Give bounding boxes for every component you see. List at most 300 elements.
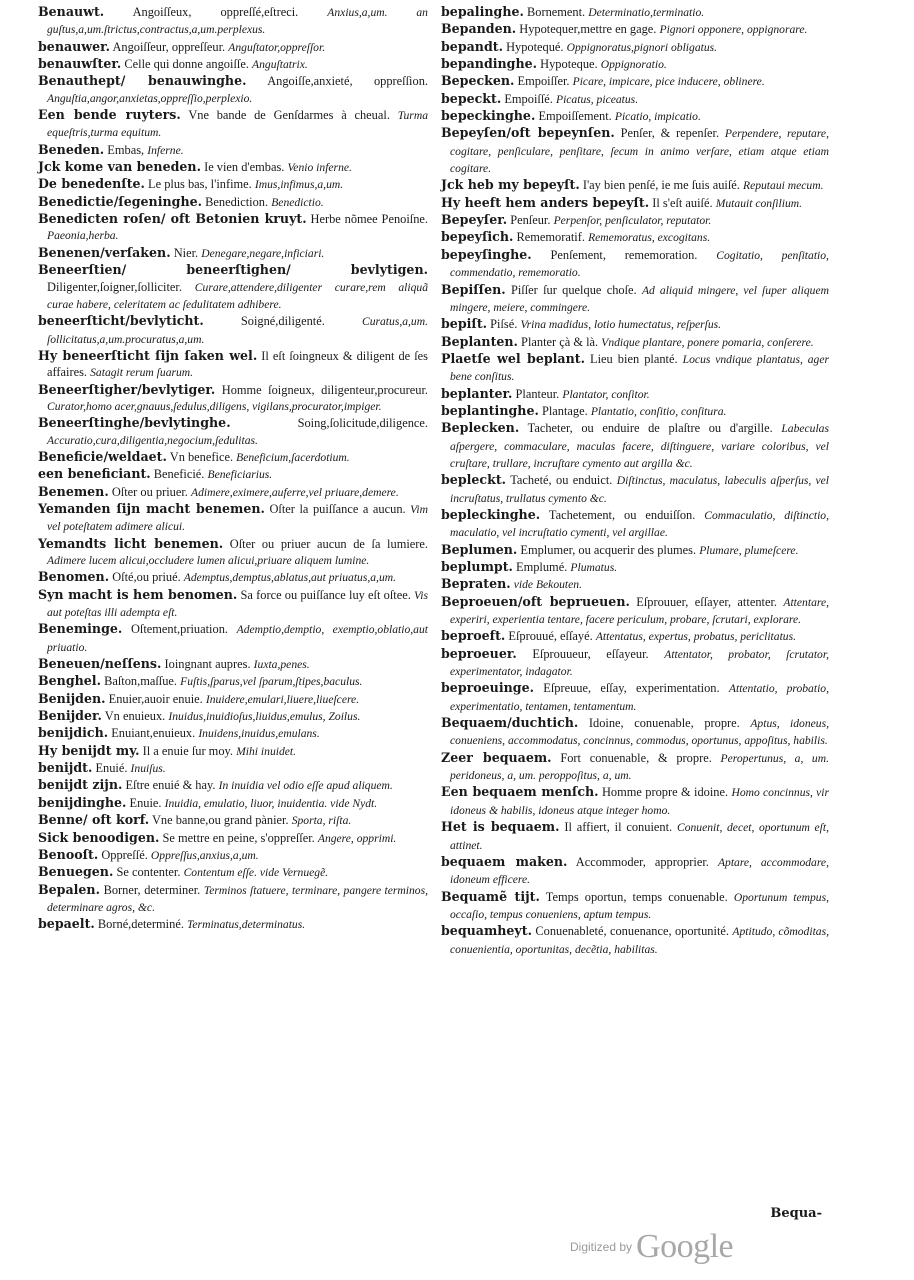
dictionary-entry [38, 73, 428, 107]
headword: bequaem maken. [441, 853, 568, 869]
headword: Een bequaem menſch. [441, 784, 599, 800]
french-gloss: Oſter la puiſſance a aucun. [269, 501, 406, 516]
dictionary-entry [441, 819, 829, 854]
headword: Bequaem/duchtich. [441, 715, 579, 731]
dictionary-entry [38, 194, 428, 211]
french-gloss: Tacheté, ou enduict. [510, 473, 613, 488]
french-gloss: Le plus bas, l'infime. [148, 177, 252, 192]
dictionary-entry [441, 91, 829, 108]
latin-gloss: Cogitatio, penſitatio, commendatio, rememoratio. [450, 248, 829, 280]
headword: Hy heeft hem anders bepeyſt. [441, 194, 650, 210]
dictionary-entry [441, 247, 829, 282]
dictionary-entry [441, 108, 829, 125]
latin-gloss: Anxius,a,um. an guſtus,a,um.ſtrictus,contractus,a,um.perplexus. [47, 6, 428, 37]
headword: benijdt. [38, 760, 93, 776]
latin-gloss: Inferne. [147, 143, 184, 157]
french-gloss: Homme propre & idoine. [601, 785, 729, 800]
french-gloss: Tacheter, ou enduire de plaſtre ou d'argille. [527, 421, 773, 436]
latin-gloss: Peropertunus, a, um. peridoneus, a, um. peroppoſitus, a, um. [450, 751, 829, 783]
dictionary-entry [441, 576, 829, 593]
dictionary-entry [441, 282, 829, 317]
french-gloss: Piſsé. [490, 317, 518, 332]
dictionary-entry [441, 646, 829, 681]
headword: bepiſt. [441, 316, 488, 332]
latin-gloss: Ademptio,demptio, exemptio,oblatio,aut priuatio. [47, 623, 428, 654]
latin-gloss: Imus,infimus,a,um. [254, 178, 344, 192]
french-gloss: Eſprouué, eſſayé. [508, 629, 593, 644]
latin-gloss: Attentator, probator, ſcrutator, experimentator, indagator. [450, 647, 829, 679]
dictionary-entry [38, 313, 428, 348]
dictionary-entry [441, 351, 829, 386]
headword: Bepecken. [441, 73, 515, 89]
headword: bequamheyt. [441, 923, 532, 939]
latin-gloss: Iuxta,penes. [253, 658, 310, 672]
dictionary-entry [441, 403, 829, 420]
french-gloss: Emplumer, ou acquerir des plumes. [520, 542, 697, 557]
headword: Het is bequaem. [441, 819, 560, 835]
latin-gloss: Ademptus,demptus,ablatus,aut priuatus,a,um. [183, 571, 397, 585]
dictionary-entry [38, 743, 428, 760]
french-gloss: Idoine, conuenable, propre. [588, 716, 740, 731]
headword: Benedictie/ſegeninghe. [38, 193, 203, 209]
dictionary-entry [38, 621, 428, 656]
french-gloss: Planter çà & là. [521, 334, 599, 349]
latin-gloss: Vis aut poteſtas illi adempta eſt. [47, 588, 429, 620]
headword: bepalinghe. [441, 4, 524, 19]
headword: Sick benoodigen. [38, 829, 160, 845]
french-gloss: Soing,ſolicitude,diligence. [297, 416, 428, 431]
latin-gloss: Conuenit, decet, oportunum eſt, attinet. [450, 821, 829, 852]
headword: Jck kome van beneden. [38, 159, 201, 175]
french-gloss: Hypotequer,mettre en gage. [519, 22, 657, 37]
dictionary-entry [38, 691, 428, 708]
french-gloss: Enuier,auoir enuie. [108, 691, 203, 706]
dictionary-entry [38, 484, 428, 501]
french-gloss: Il a enuie ſur moy. [142, 743, 234, 758]
french-gloss: Ioingnant aupres. [164, 657, 251, 672]
french-gloss: Eſprouuer, eſſayer, attenter. [636, 594, 777, 609]
headword: Bequamẽ tijt. [441, 888, 540, 904]
headword: Yemandts licht benemen. [38, 535, 224, 551]
headword: een beneficiant. [38, 466, 151, 482]
dictionary-entry [441, 784, 829, 819]
dictionary-entry [441, 229, 829, 246]
headword: Beplecken. [441, 420, 520, 436]
latin-gloss: Benedictio. [271, 195, 324, 209]
french-gloss: Se contenter. [116, 865, 181, 880]
dictionary-entry [38, 656, 428, 673]
headword: Benauwt. [38, 4, 105, 19]
dictionary-entry [38, 466, 428, 483]
headword: bepeyſinghe. [441, 246, 532, 262]
french-gloss: Planteur. [515, 386, 560, 401]
headword: bepandt. [441, 38, 503, 54]
latin-gloss: Oppignoratio. [600, 58, 667, 72]
latin-gloss: Beneficium,ſacerdotium. [236, 450, 350, 464]
latin-gloss: Contentum eſſe. vide Vernuegẽ. [183, 866, 329, 880]
headword: Beproeuen/oft beprueuen. [441, 593, 630, 609]
dictionary-entry [441, 125, 829, 177]
headword: Beneficie/weldaet. [38, 448, 167, 464]
latin-gloss: Mihi inuidet. [236, 744, 297, 758]
dictionary-entry [38, 382, 428, 416]
headword: Benghel. [38, 673, 101, 689]
headword: Beplumen. [441, 541, 518, 557]
dictionary-entry [441, 750, 829, 785]
dictionary-entry [38, 449, 428, 466]
latin-gloss: Plumatus. [570, 561, 618, 574]
headword: Hy beneerſticht ſijn ſaken wel. [38, 347, 258, 363]
latin-gloss: In inuidia vel odio eſſe apud aliquem. [218, 779, 393, 793]
latin-gloss: Inuidere,emulari,liuere,liueſcere. [205, 692, 360, 706]
french-gloss: Oppreſſé. [101, 847, 148, 862]
dictionary-entry [441, 472, 829, 507]
latin-gloss: Picatus, piceatus. [555, 92, 639, 106]
french-gloss: I'ay bien penſé, ie me ſuis auiſé. [582, 178, 740, 193]
dictionary-entry [441, 854, 829, 889]
latin-gloss: Anguſtia,angor,anxietas,oppreſſio,perplexio. [47, 91, 253, 105]
dictionary-entry [38, 830, 428, 847]
latin-gloss: Picatio, impicatio. [614, 110, 701, 124]
headword: bepeckt. [441, 90, 502, 106]
dictionary-entry [441, 542, 829, 559]
dictionary-entry [38, 812, 428, 829]
headword: Bepeyſen/oft bepeynſen. [441, 125, 615, 141]
french-gloss: Enuié. [95, 761, 128, 776]
french-gloss: Rememoratif. [516, 230, 585, 245]
dictionary-entry [38, 262, 428, 313]
french-gloss: Vne banne,ou grand pànier. [151, 813, 289, 828]
dictionary-entry [441, 334, 829, 351]
dictionary-entry [38, 159, 428, 176]
headword: Yemanden ſijn macht benemen. [38, 500, 265, 516]
latin-gloss: Aptus, idoneus, conueniens, accommodatus, concinnus, commodus, oportunus, appoſitus, habilis. [450, 717, 829, 748]
latin-gloss: Attentatus, expertus, probatus, periclitatus. [595, 630, 797, 644]
headword: Beplanten. [441, 333, 518, 349]
dictionary-entry [441, 889, 829, 924]
latin-gloss: Oppignoratus,pignori obligatus. [566, 40, 718, 54]
latin-gloss: Paeonia,herba. [47, 229, 119, 243]
dictionary-entry [38, 536, 428, 570]
french-gloss: Penſeur. [510, 213, 551, 228]
french-gloss: Enuie. [129, 795, 162, 810]
dictionary-entry [38, 245, 428, 262]
headword: De benedenſte. [38, 176, 145, 192]
french-gloss: Diligenter,ſoigner,ſolliciter. [47, 279, 182, 294]
latin-gloss: Picare, impicare, pice inducere, oblinere. [572, 75, 765, 89]
latin-gloss: Curatus,a,um. ſollicitatus,a,um.procuratus,a,um. [47, 315, 428, 346]
latin-gloss: Vim vel poteſtatem adimere alicui. [47, 502, 428, 534]
headword: Benuegen. [38, 864, 114, 880]
latin-gloss: Turma equeſtris,turma equitum. [47, 109, 428, 140]
french-gloss: Borner, determiner. [103, 882, 201, 897]
french-gloss: Bornement. [526, 5, 586, 19]
french-gloss: Oſté,ou priué. [112, 570, 181, 585]
dictionary-entry [38, 348, 428, 382]
latin-gloss: Fuſtis,ſparus,vel ſparum,ſtipes,baculus. [180, 675, 363, 689]
latin-gloss: Inuiſus. [130, 762, 166, 776]
digitized-watermark [570, 1228, 733, 1266]
headword: Beneerſtigher/bevlytiger. [38, 381, 216, 397]
latin-gloss: Perpendere, reputare, cogitare, penſiculare, penſitare, ſecum in animo verſare, etiam atque etiam cogitare. [450, 127, 829, 176]
french-gloss: Angoiſſeur, oppreſſeur. [112, 39, 226, 54]
headword: Zeer bequaem. [441, 749, 552, 765]
headword: Bepanden. [441, 21, 517, 37]
french-gloss: Eſprouueur, eſſayeur. [532, 646, 649, 661]
latin-gloss: Sporta, riſta. [291, 814, 352, 828]
dictionary-entry [441, 39, 829, 56]
headword: Benijden. [38, 690, 106, 706]
french-gloss: Accommoder, approprier. [575, 854, 709, 869]
headword: Beneuen/neſſens. [38, 656, 162, 672]
dictionary-entry [38, 211, 428, 245]
dictionary-entry [38, 760, 428, 777]
latin-gloss: Denegare,negare,inficiari. [201, 246, 325, 260]
headword: benijdt zijn. [38, 777, 123, 793]
headword: beproeuer. [441, 645, 517, 661]
headword: Benedicten roſen/ oft Betonien kruyt. [38, 211, 307, 227]
digitized-by-text: Digitized by [570, 1240, 633, 1254]
headword: benijdich. [38, 725, 109, 741]
french-gloss: Baſton,maſſue. [104, 674, 178, 689]
latin-gloss: Aptare, accommodare, idoneum efficere. [450, 855, 829, 887]
dictionary-entry [441, 4, 829, 21]
dictionary-entry [441, 715, 829, 750]
french-gloss: Empoiſſement. [538, 109, 612, 124]
headword: beplanter. [441, 385, 513, 401]
right-column [441, 4, 829, 958]
headword: Een bende ruyters. [38, 107, 181, 123]
dictionary-entry [441, 594, 829, 629]
headword: Beneden. [38, 141, 105, 157]
french-gloss: Temps oportun, temps conuenable. [545, 889, 728, 904]
dictionary-entry [38, 501, 428, 536]
headword: Syn macht is hem benomen. [38, 586, 238, 602]
french-gloss: Celle qui donne angoiſſe. [124, 57, 249, 72]
french-gloss: Angoiſſe,anxieté, oppreſſion. [267, 74, 428, 89]
headword: Bepiſſen. [441, 281, 506, 297]
headword: Bepalen. [38, 881, 100, 897]
dictionary-entry [38, 673, 428, 690]
dictionary-entry [441, 559, 829, 576]
headword: Benooſt. [38, 846, 99, 862]
french-gloss: Sa force ou puiſſance luy eſt oſtee. [240, 587, 411, 602]
dictionary-entry [441, 420, 829, 472]
french-gloss: Homme ſoigneux, diligenteur,procureur. [221, 382, 428, 397]
dictionary-entry [38, 4, 428, 39]
headword: beplantinghe. [441, 402, 539, 418]
latin-gloss: Commaculatio, diſtinctio, maculatio, vel incruſtatio cymenti, vel argillae. [450, 508, 829, 540]
french-gloss: Se mettre en peine, s'oppreſſer. [162, 830, 315, 845]
latin-gloss: Terminos ſtatuere, terminare, pangere terminos, determinare agros, &c. [47, 883, 429, 914]
latin-gloss: Plumare, plumeſcere. [699, 543, 799, 557]
french-gloss: Vn enuieux. [104, 709, 166, 724]
latin-gloss: Plantatio, conſitio, conſitura. [590, 404, 727, 418]
headword: Beneerſtien/ beneerſtighen/ bevlytigen. [38, 262, 428, 278]
dictionary-entry [441, 212, 829, 229]
french-gloss: Ie vien d'embas. [204, 160, 285, 175]
french-gloss: Piſſer ſur quelque choſe. [510, 282, 637, 297]
dictionary-entry [441, 316, 829, 333]
french-gloss: Conuenableté, conuenance, oportunité. [535, 924, 729, 939]
latin-gloss: Curare,attendere,diligenter curare,rem aliquã curae habere, celeritatem ac ſedulitatem adhibere. [47, 280, 428, 311]
latin-gloss: Inuidens,inuidus,emulans. [198, 727, 320, 741]
french-gloss: Vn benefice. [169, 449, 234, 464]
french-gloss: Angoiſſeux, oppreſſé,eſtreci. [132, 5, 299, 19]
latin-gloss: Angere, opprimi. [317, 831, 397, 845]
headword: benauwſter. [38, 56, 122, 72]
headword: benijdinghe. [38, 794, 127, 810]
latin-gloss: Beneficiarius. [207, 468, 273, 482]
headword: benauwer. [38, 38, 111, 54]
latin-gloss: Anguſtator,oppreſſor. [228, 40, 326, 54]
french-gloss: Beneficié. [153, 467, 205, 482]
headword: Benemen. [38, 483, 109, 499]
latin-gloss: Locus vndique plantatus, ager bene conſitus. [450, 352, 829, 384]
latin-gloss: Venio inferne. [287, 161, 352, 175]
headword: beplumpt. [441, 559, 513, 574]
french-gloss: Herbe nõmee Penoiſne. [310, 212, 429, 227]
google-logo: Google [636, 1228, 734, 1265]
dictionary-entry [38, 569, 428, 586]
dictionary-entry [441, 21, 829, 38]
headword: bepeckinghe. [441, 108, 536, 124]
left-column [38, 4, 428, 934]
dictionary-entry [441, 177, 829, 194]
dictionary-entry [38, 795, 428, 812]
latin-gloss: Rememoratus, excogitans. [588, 231, 711, 245]
french-gloss: Eſtre enuié & hay. [125, 778, 216, 793]
headword: Jck heb my bepeyſt. [441, 177, 580, 193]
french-gloss: Fort conuenable, & propre. [560, 750, 712, 765]
dictionary-entry [441, 507, 829, 542]
latin-gloss: Adimere lucem alicui,occludere lumen alicui,priuare aliquem lumine. [47, 554, 370, 567]
latin-gloss: Determinatio,terminatio. [588, 6, 705, 19]
dictionary-entry [38, 708, 428, 725]
headword: Benomen. [38, 569, 110, 585]
latin-gloss: Vndique plantare, ponere pomaria, conſerere. [601, 335, 814, 349]
headword: beneerſticht/bevlyticht. [38, 313, 204, 329]
french-gloss: Emplumé. [516, 560, 568, 574]
latin-gloss: Oportunum tempus, occaſio, tempus conueniens, aptum tempus. [450, 890, 830, 921]
dictionary-entry [38, 587, 428, 622]
latin-gloss: Adimere,eximere,auferre,vel priuare,demere. [190, 485, 399, 499]
french-gloss: Penſer, & repenſer. [620, 126, 720, 141]
dictionary-entry [38, 847, 428, 864]
dictionary-entry [441, 923, 829, 958]
french-gloss: Vne bande de Genſdarmes à cheual. [188, 108, 390, 123]
latin-gloss: Oppreſſus,anxius,a,um. [150, 848, 259, 862]
latin-gloss: Ad aliquid mingere, vel ſuper aliquem mingere, meiere, commingere. [450, 283, 829, 314]
latin-gloss: Attentare, experiri, experientia tentare, facere periculum, probare, ſcrutari, explorare. [450, 595, 829, 627]
headword: Benijder. [38, 708, 102, 724]
dictionary-entry [38, 176, 428, 193]
french-gloss: Empoiſſer. [517, 74, 570, 89]
latin-gloss: Anguſtatrix. [252, 58, 308, 72]
latin-gloss: Vrina madidus, lotio humectatus, reſperſus. [520, 318, 722, 332]
french-gloss: Nier. [173, 245, 199, 260]
headword: Beneerſtinghe/bevlytinghe. [38, 415, 231, 431]
dictionary-entry [38, 864, 428, 881]
headword: bepleckt. [441, 472, 507, 488]
latin-gloss: Pignori opponere, oppignorare. [659, 23, 808, 37]
dictionary-entry [38, 777, 428, 794]
french-gloss: Oſter ou priuer aucun de ſa lumiere. [229, 536, 428, 551]
latin-gloss: Curator,homo acer,gnauus,ſedulus,diligens, vigilans,procurator,impiger. [47, 399, 382, 413]
french-gloss: Oſter ou priuer. [111, 484, 188, 499]
french-gloss: Eſpreuue, eſſay, experimentation. [543, 681, 720, 696]
latin-gloss: Accuratio,cura,diligentia,negocium,ſedulitas. [47, 433, 258, 447]
latin-gloss: Reputaui mecum. [742, 179, 824, 193]
dictionary-entry [38, 107, 428, 142]
latin-gloss: Satagit rerum ſuarum. [90, 366, 194, 380]
dictionary-entry [38, 725, 428, 742]
dictionary-entry [38, 56, 428, 73]
latin-gloss: Perpenſor, penſiculator, reputator. [553, 214, 712, 228]
latin-gloss: Mutauit conſilium. [715, 196, 803, 210]
latin-gloss: Inuidus,inuidioſus,liuidus,emulus, Zoilus. [168, 710, 361, 724]
french-gloss: Oſtement,priuation. [130, 622, 228, 637]
headword: Benauthept/ benauwinghe. [38, 73, 247, 89]
dictionary-entry [441, 73, 829, 90]
dictionary-entry [441, 56, 829, 73]
dictionary-entry [38, 39, 428, 56]
dictionary-entry [441, 386, 829, 403]
latin-gloss: Attentatio, probatio, experimentatio, tentamen, tentamentum. [450, 682, 829, 713]
headword: bepandinghe. [441, 56, 538, 72]
french-gloss: Plantage. [541, 403, 588, 418]
headword: Beneminge. [38, 621, 123, 637]
latin-gloss: Labeculas aſpergere, commaculare, maculas facere, diſtinguere, variare coloribus, vel cruſtare, trullare, incruſtare cymento aut argilla &c. [450, 422, 829, 470]
latin-gloss: Aptitudo, cõmoditas, conuenientia, oportunitas, decẽtia, habilitas. [450, 925, 829, 956]
french-gloss: Il eſt ſoingneux & diligent de ſes affaires. [47, 348, 428, 380]
french-gloss: Hypotequé. [506, 39, 564, 54]
headword: beproeft. [441, 628, 506, 644]
french-gloss: Tachetement, ou enduiſſon. [548, 507, 696, 522]
french-gloss: Il affiert, il conuient. [564, 820, 673, 835]
dictionary-entry [38, 142, 428, 159]
headword: bepeyſich. [441, 229, 514, 245]
headword: Bepeyſer. [441, 212, 508, 228]
headword: bepleckinghe. [441, 506, 541, 522]
headword: bepaelt. [38, 916, 95, 932]
latin-gloss: Terminatus,determinatus. [187, 918, 306, 932]
french-gloss: Soigné,diligenté. [240, 314, 325, 329]
dictionary-entry [441, 680, 829, 715]
headword: beproeuinge. [441, 680, 534, 696]
latin-gloss: Inuidia, emulatio, liuor, inuidentia. vide Nydt. [164, 796, 378, 810]
french-gloss: Embas, [107, 142, 145, 157]
headword: Benenen/verſaken. [38, 244, 171, 260]
headword: Benne/ oft korf. [38, 812, 150, 828]
latin-gloss: Homo concinnus, vir idoneus & habilis, idoneus atque integer homo. [450, 786, 829, 817]
latin-gloss: Plantator, conſitor. [562, 387, 650, 401]
french-gloss: Borné,determiné. [97, 917, 184, 932]
french-gloss: Hypoteque. [540, 57, 598, 72]
french-gloss: Penſement, rememoration. [550, 247, 698, 262]
french-gloss: Lieu bien planté. [590, 351, 678, 366]
dictionary-entry [441, 195, 829, 212]
french-gloss: Il s'eſt auiſé. [652, 195, 713, 210]
dictionary-entry [441, 628, 829, 645]
headword: Hy benijdt my. [38, 742, 140, 758]
french-gloss: Empoiſſé. [504, 91, 553, 106]
catchword: Bequa- [770, 1206, 822, 1221]
latin-gloss: Diſtinctus, maculatus, labeculis aſperſus, vel incruſtatus, trullatus cymento &c. [450, 474, 829, 505]
dictionary-entry [38, 916, 428, 933]
french-gloss: Benediction. [205, 194, 269, 209]
headword: Plaetſe wel beplant. [441, 350, 585, 366]
